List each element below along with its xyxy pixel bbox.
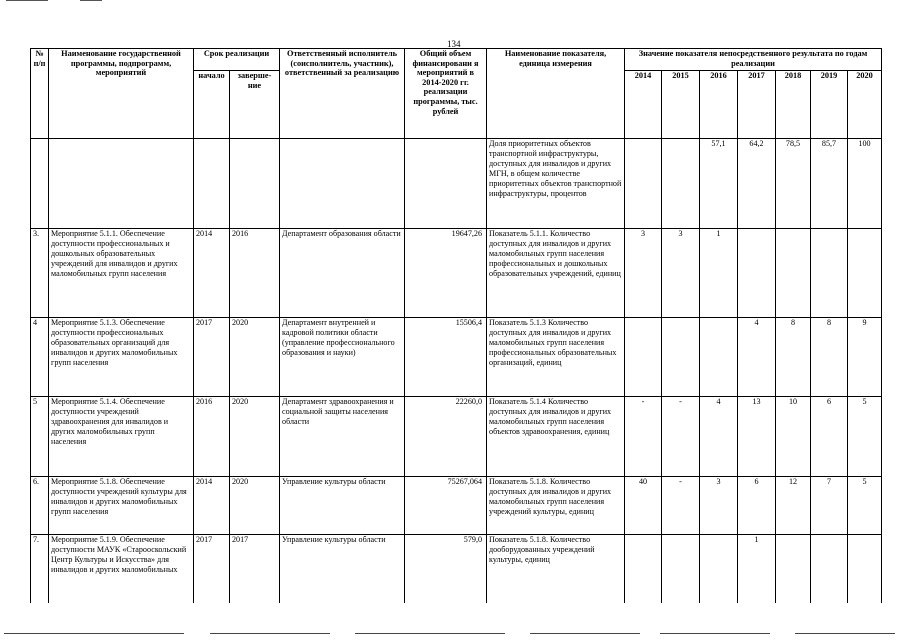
cell-value: 100 bbox=[848, 139, 882, 229]
cell-value: 1 bbox=[700, 229, 738, 318]
table-row bbox=[31, 139, 882, 229]
cell-name: Мероприятие 5.1.4. Обеспечение доступности учреждений здравоохранения для инвалидов и других маломобильных групп населения bbox=[49, 397, 194, 477]
cell-indicator: Показатель 5.1.8. Количество доступных для инвалидов и других маломобильных групп населения учреждений культуры, единиц bbox=[487, 477, 625, 535]
cell-value: 8 bbox=[811, 318, 848, 397]
cell-name: Мероприятие 5.1.8. Обеспечение доступности учреждений культуры для инвалидов и других маломобильных групп населения bbox=[49, 477, 194, 535]
cell-value bbox=[811, 535, 848, 604]
cell-end: 2016 bbox=[230, 229, 280, 318]
cell-no: 6. bbox=[31, 477, 49, 535]
cell-value: 9 bbox=[848, 318, 882, 397]
cell-value: - bbox=[625, 397, 662, 477]
cell-funding bbox=[405, 139, 487, 229]
cell-end: 2020 bbox=[230, 318, 280, 397]
cell-value: - bbox=[662, 477, 700, 535]
cell-end: 2017 bbox=[230, 535, 280, 604]
table-row bbox=[31, 229, 882, 318]
cell-value: - bbox=[662, 397, 700, 477]
cell-responsible: Департамент здравоохранения и социальной защиты населения области bbox=[280, 397, 405, 477]
header-indicator: Наименование показателя, единица измерения bbox=[487, 49, 625, 139]
program-table bbox=[30, 48, 882, 603]
cell-value: 64,2 bbox=[738, 139, 776, 229]
cell-value: 5 bbox=[848, 397, 882, 477]
header-year: 2017 bbox=[738, 71, 776, 139]
cell-value: 40 bbox=[625, 477, 662, 535]
header-year: 2015 bbox=[662, 71, 700, 139]
cell-indicator: Показатель 5.1.8. Количество дооборудованных учреждений культуры, единиц bbox=[487, 535, 625, 604]
cell-responsible: Управление культуры области bbox=[280, 477, 405, 535]
cell-value bbox=[700, 535, 738, 604]
header-funding: Общий объем финансировани я мероприятий в 2014-2020 гг. реализации программы, тыс. рублей bbox=[405, 49, 487, 139]
cell-start: 2017 bbox=[194, 535, 230, 604]
cell-end: 2020 bbox=[230, 477, 280, 535]
cell-value: 85,7 bbox=[811, 139, 848, 229]
cell-value bbox=[625, 318, 662, 397]
cell-value: 5 bbox=[848, 477, 882, 535]
cell-no bbox=[31, 139, 49, 229]
cell-indicator: Показатель 5.1.1. Количество доступных для инвалидов и других маломобильных групп населения профессиональных и дошкольных образовательных учреждений, единиц bbox=[487, 229, 625, 318]
header-no: № п/п bbox=[31, 49, 49, 139]
cell-value bbox=[662, 318, 700, 397]
cell-value bbox=[848, 229, 882, 318]
cell-funding: 22260,0 bbox=[405, 397, 487, 477]
cell-value: 3 bbox=[625, 229, 662, 318]
cell-funding: 15506,4 bbox=[405, 318, 487, 397]
header-year: 2019 bbox=[811, 71, 848, 139]
cell-value: 6 bbox=[811, 397, 848, 477]
cell-value bbox=[662, 535, 700, 604]
scan-bottom-line bbox=[530, 633, 640, 634]
scan-top-line bbox=[80, 0, 102, 1]
header-end: заверше-ние bbox=[230, 71, 280, 139]
cell-end bbox=[230, 139, 280, 229]
cell-value bbox=[776, 535, 811, 604]
cell-start: 2016 bbox=[194, 397, 230, 477]
header-year: 2020 bbox=[848, 71, 882, 139]
cell-end: 2020 bbox=[230, 397, 280, 477]
cell-value bbox=[625, 535, 662, 604]
cell-value bbox=[700, 318, 738, 397]
cell-indicator: Показатель 5.1.3 Количество доступных для инвалидов и других маломобильных групп населения профессиональных образовательных организаций, единиц bbox=[487, 318, 625, 397]
cell-start: 2014 bbox=[194, 477, 230, 535]
cell-funding: 579,0 bbox=[405, 535, 487, 604]
table-row bbox=[31, 318, 882, 397]
cell-name: Мероприятие 5.1.1. Обеспечение доступности профессиональных и дошкольных образовательных учреждений для инвалидов и других маломобильных групп населения bbox=[49, 229, 194, 318]
cell-value bbox=[848, 535, 882, 604]
cell-value: 8 bbox=[776, 318, 811, 397]
cell-value: 13 bbox=[738, 397, 776, 477]
cell-no: 7. bbox=[31, 535, 49, 604]
scan-bottom-line bbox=[660, 633, 770, 634]
cell-name: Мероприятие 5.1.9. Обеспечение доступности МАУК «Старооскольский Центр Культуры и Искусства» для инвалидов и других маломобильных bbox=[49, 535, 194, 604]
cell-responsible: Департамент образования области bbox=[280, 229, 405, 318]
cell-funding: 19647,26 bbox=[405, 229, 487, 318]
table-row bbox=[31, 397, 882, 477]
cell-no: 4 bbox=[31, 318, 49, 397]
cell-indicator: Доля приоритетных объектов транспортной инфраструктуры, доступных для инвалидов и других МГН, в общем количестве приоритетных объектов транспортной инфраструктуры, процентов bbox=[487, 139, 625, 229]
table-row bbox=[31, 477, 882, 535]
cell-indicator: Показатель 5.1.4 Количество доступных для инвалидов и других маломобильных групп населения объектов здравоохранения, единиц bbox=[487, 397, 625, 477]
cell-no: 3. bbox=[31, 229, 49, 318]
cell-name bbox=[49, 139, 194, 229]
cell-value: 78,5 bbox=[776, 139, 811, 229]
cell-value bbox=[776, 229, 811, 318]
cell-responsible bbox=[280, 139, 405, 229]
cell-funding: 75267,064 bbox=[405, 477, 487, 535]
cell-start: 2014 bbox=[194, 229, 230, 318]
header-responsible: Ответственный исполнитель (соисполнитель, участник), ответственный за реализацию bbox=[280, 49, 405, 139]
cell-start bbox=[194, 139, 230, 229]
scan-bottom-line bbox=[355, 633, 505, 634]
cell-value: 10 bbox=[776, 397, 811, 477]
scan-bottom-line bbox=[795, 633, 895, 634]
cell-value bbox=[662, 139, 700, 229]
page-number: 134 bbox=[447, 39, 461, 49]
scan-bottom-line bbox=[210, 633, 330, 634]
cell-value: 57,1 bbox=[700, 139, 738, 229]
cell-value: 4 bbox=[738, 318, 776, 397]
header-year: 2016 bbox=[700, 71, 738, 139]
header-start: начало bbox=[194, 71, 230, 139]
header-year: 2014 bbox=[625, 71, 662, 139]
header-values: Значение показателя непосредственного результата по годам реализации bbox=[625, 49, 882, 71]
header-name: Наименование государственной программы, подпрограмм, мероприятий bbox=[49, 49, 194, 139]
cell-value bbox=[625, 139, 662, 229]
cell-value: 4 bbox=[700, 397, 738, 477]
header-year: 2018 bbox=[776, 71, 811, 139]
cell-value: 12 bbox=[776, 477, 811, 535]
cell-start: 2017 bbox=[194, 318, 230, 397]
cell-value: 1 bbox=[738, 535, 776, 604]
cell-responsible: Департамент внутренней и кадровой политики области (управление профессионального образования и науки) bbox=[280, 318, 405, 397]
scan-top-line bbox=[6, 0, 48, 1]
cell-value: 3 bbox=[662, 229, 700, 318]
table-row bbox=[31, 535, 882, 604]
cell-responsible: Управление культуры области bbox=[280, 535, 405, 604]
header-term: Срок реализации bbox=[194, 49, 280, 71]
cell-value bbox=[811, 229, 848, 318]
cell-no: 5 bbox=[31, 397, 49, 477]
cell-value: 7 bbox=[811, 477, 848, 535]
cell-value: 3 bbox=[700, 477, 738, 535]
cell-name: Мероприятие 5.1.3. Обеспечение доступности профессиональных образовательных организаций для инвалидов и других маломобильных групп населения bbox=[49, 318, 194, 397]
cell-value bbox=[738, 229, 776, 318]
cell-value: 6 bbox=[738, 477, 776, 535]
scan-bottom-line bbox=[4, 633, 184, 634]
